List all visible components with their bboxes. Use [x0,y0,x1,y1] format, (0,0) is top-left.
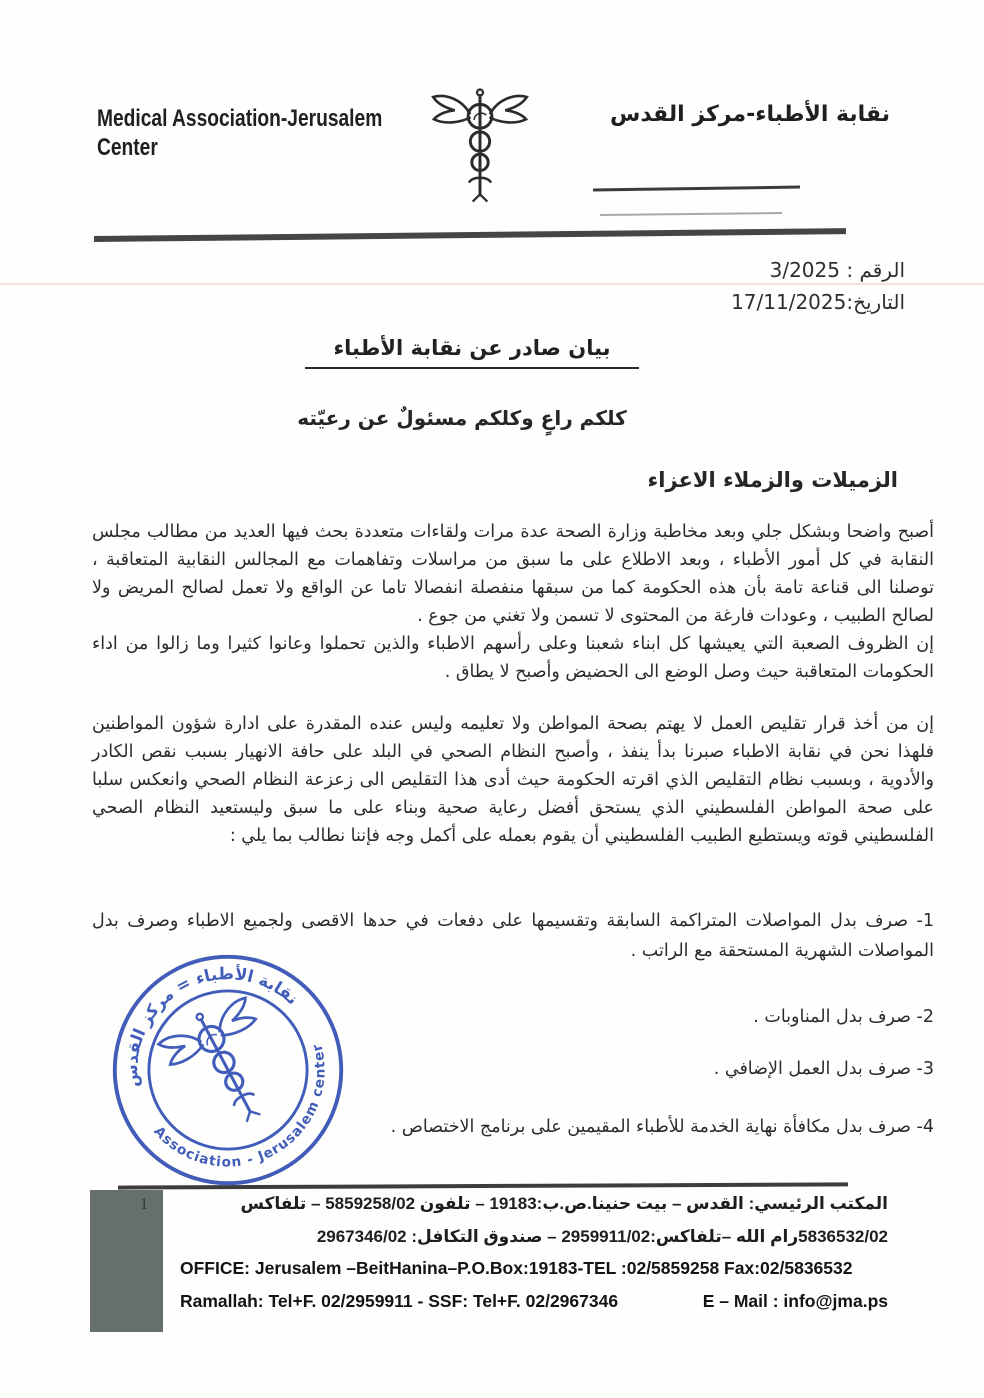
reference-date: التاريخ:17/11/2025 [731,290,905,314]
footer-gray-block [90,1190,163,1332]
org-name-english [97,104,382,162]
caduceus-logo-icon [428,86,532,206]
demand-item-1: 1- صرف بدل المواصلات المتراكمة السابقة وتقسيمها على دفعات في حدها الاقصى ولجميع الاطباء وصرف بدل المواصلات الشهرية المستحقة مع الراتب . [92,911,934,961]
footer-ramallah-contacts: Ramallah: Tel+F. 02/2959911 - SSF: Tel+F. 02/2967346 [180,1291,619,1311]
stamp-arc-text-bottom: Association - Jerusalem center [150,1041,329,1171]
body-block-2 [92,710,934,850]
header-rule [94,228,846,242]
footer-address-en-line1: OFFICE: Jerusalem –BeitHanina–P.O.Box:19183-TEL :02/5859258 Fax:02/5836532 [180,1258,853,1278]
org-name-arabic: نقابة الأطباء-مركز القدس [609,102,890,127]
header-blank-line-2 [600,212,782,216]
org-name-en-line1: Medical Association-Jerusalem [97,105,383,132]
page-number: 1 [140,1196,148,1213]
paragraph-3: إن من أخذ قرار تقليص العمل لا يهتم بصحة المواطن ولا تعليمه وليس عنده المقدرة على ادارة شؤون المواطنين فلهذا نحن في نقابة الاطباء صبرنا بدأ ينفذ ، وأصبح النظام الصحي في البلد على حافة الانهيار بسبب نقص الكادر والأدوية ، وبسبب نظام التقليص الذي اقرته الحكومة حيث أدى هذا التقليص الى زعزعة النظام الصحي وانعكس سلبا على صحة المواطن الفلسطيني الذي يستحق أفضل رعاية صحية وبناء على ما سبق وليستعيد النظام الصحي الفلسطيني قوته ويستطيع الطبيب الفلسطيني أن يقوم بعمله على أكمل وجه فإننا نطالب بما يلي : [92,714,934,846]
paragraph-2: إن الظروف الصعبة التي يعيشها كل ابناء شعبنا وعلى رأسهم الاطباء والذين تحملوا وعانوا كثيرا وما زالوا من اداء الحكومات المتعاقبة حيث وصل الوضع الى الحضيض وأصبح لا يطاق . [92,634,934,682]
reference-block [731,254,905,318]
footer-address-ar-line1: المكتب الرئيسي: القدس – بيت حنينا.ص.ب:19183 – تلفون 5859258/02 – تلفاكس [240,1194,888,1213]
statement-title: بيان صادر عن نقابة الأطباء [305,336,639,369]
header-blank-line-1 [593,186,800,192]
statement-greeting: الزميلات والزملاء الاعزاء [647,468,898,492]
statement-subtitle: كلكم راعٍ وكلكم مسئولٌ عن رعيّته [297,406,627,430]
footer-address-ar-line2: 5836532/02رام الله –تلفاكس:2959911/02 – صندوق التكافل: 2967346/02 [316,1227,888,1246]
body-block-1 [92,518,934,686]
footer-email: E – Mail : info@jma.ps [702,1291,888,1311]
demand-item-3: 3- صرف بدل العمل الإضافي . [713,1059,934,1079]
demand-item-2: 2- صرف بدل المناوبات . [753,1007,934,1027]
paragraph-1: أصبح واضحا وبشكل جلي وبعد مخاطبة وزارة الصحة عدة مرات ولقاءات متعددة بحث فيها العديد من مطالب مجلس النقابة في كل أمور الأطباء ، وبعد الاطلاع على ما سبق من مراسلات وتفاهمات مع المجالس النقابية المتعاقبة ، توصلنا الى قناعة تامة بأن هذه الحكومة كما من سبقها منفصلة انفصالا تاما عن الواقع ولا تعمل لصالح المريض ولا لصالح الطبيب ، وعودات فارغة من المحتوى لا تسمن ولا تغني من جوع . [92,522,934,626]
caduceus-symbol [433,90,527,201]
org-name-en-line2: Center [97,134,158,161]
footer-address-en-line2 [180,1291,888,1312]
demand-item-4: 4- صرف بدل مكافأة نهاية الخدمة للأطباء المقيمين على برنامج الاختصاص . [390,1117,934,1137]
reference-number: الرقم : 3/2025 [769,258,905,282]
stamp-arc-text-top: نقابة الأطباء = مركز القدس [121,964,303,1088]
